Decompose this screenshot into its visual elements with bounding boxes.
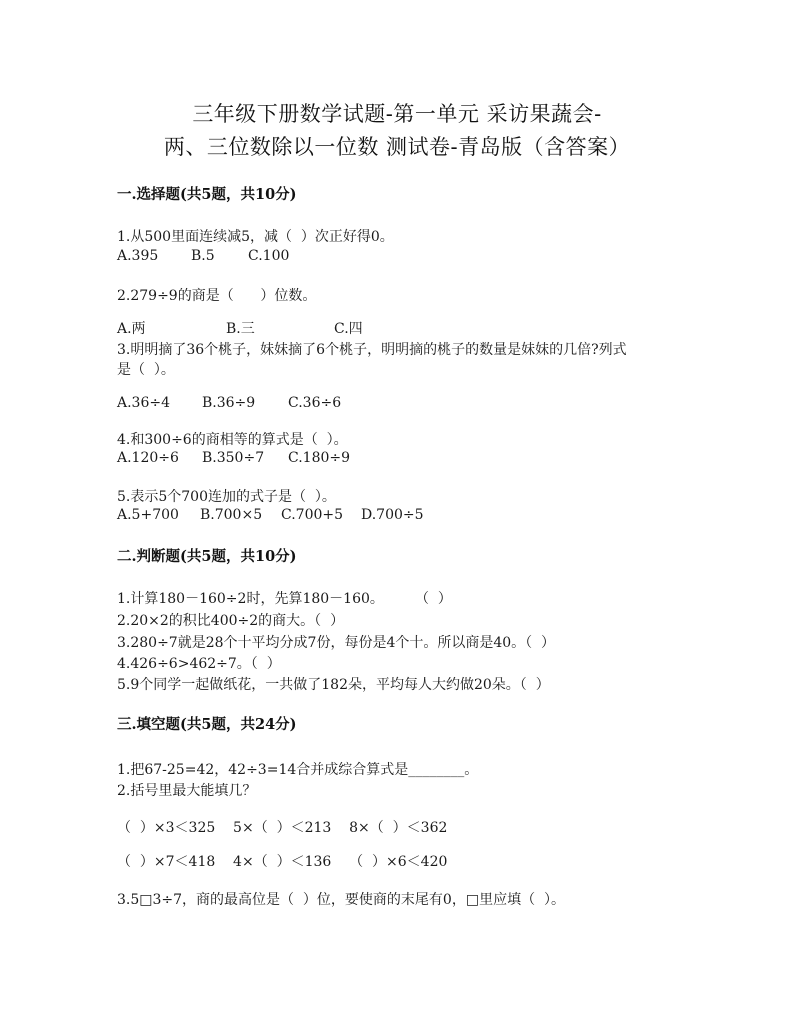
- q3-option-a: A.36÷4: [117, 395, 171, 411]
- question-5-text: 5.表示5个700连加的式子是（ ）。: [117, 489, 336, 505]
- q2-option-b: B.三: [226, 321, 255, 337]
- fill-question-3: 3.5□3÷7，商的最高位是（ ）位，要使商的末尾有0，□里应填（ ）。: [117, 892, 565, 908]
- question-1-text: 1.从500里面连续减5，减（ ）次正好得0。: [117, 229, 394, 245]
- judgement-item-2: 2.20×2的积比400÷2的商大。（ ）: [117, 613, 345, 629]
- judgement-item-4: 4.426÷6>462÷7。（ ）: [117, 656, 281, 672]
- page-title-line-2: 两、三位数除以一位数 测试卷-青岛版（含答案）: [163, 135, 631, 159]
- q1-option-b: B.5: [191, 248, 215, 264]
- q3-option-c: C.36÷6: [288, 395, 342, 411]
- section-heading-fill-blank: 三.填空题(共5题，共24分): [117, 716, 297, 733]
- question-3-text-line-2: 是（ ）。: [117, 362, 175, 378]
- question-2-text: 2.279÷9的商是（ ）位数。: [117, 288, 317, 304]
- page-title-line-1: 三年级下册数学试题-第一单元 采访果蔬会-: [192, 102, 602, 126]
- q4-option-c: C.180÷9: [288, 450, 351, 466]
- q1-option-c: C.100: [248, 248, 290, 264]
- fill-question-1: 1.把67-25=42，42÷3=14合并成综合算式是________。: [117, 762, 479, 778]
- question-3-text-line-1: 3.明明摘了36个桃子，妹妹摘了6个桃子，明明摘的桃子的数量是妹妹的几倍?列式: [117, 342, 627, 358]
- judgement-item-1: 1.计算180－160÷2时，先算180－160。 （ ）: [117, 591, 452, 607]
- judgement-item-5: 5.9个同学一起做纸花，一共做了182朵，平均每人大约做20朵。（ ）: [117, 677, 550, 693]
- q4-option-a: A.120÷6: [117, 450, 179, 466]
- q3-option-b: B.36÷9: [202, 395, 256, 411]
- q2-option-a: A.两: [117, 321, 146, 337]
- q5-option-a: A.5+700: [117, 507, 179, 523]
- fill-question-2-row-2: （ ）×7＜418 4×（ ）＜136 （ ）×6＜420: [117, 854, 448, 870]
- q5-option-c: C.700+5: [281, 507, 344, 523]
- q5-option-d: D.700÷5: [361, 507, 424, 523]
- q4-option-b: B.350÷7: [202, 450, 265, 466]
- q2-option-c: C.四: [334, 321, 363, 337]
- q5-option-b: B.700×5: [200, 507, 263, 523]
- judgement-item-3: 3.280÷7就是28个十平均分成7份，每份是4个十。所以商是40。（ ）: [117, 635, 556, 651]
- section-heading-choice: 一.选择题(共5题，共10分): [117, 186, 297, 203]
- fill-question-2: 2.括号里最大能填几？: [117, 783, 257, 799]
- fill-question-2-row-1: （ ）×3＜325 5×（ ）＜213 8×（ ）＜362: [117, 820, 448, 836]
- q1-option-a: A.395: [117, 248, 159, 264]
- section-heading-judgement: 二.判断题(共5题，共10分): [117, 548, 297, 565]
- question-4-text: 4.和300÷6的商相等的算式是（ ）。: [117, 432, 348, 448]
